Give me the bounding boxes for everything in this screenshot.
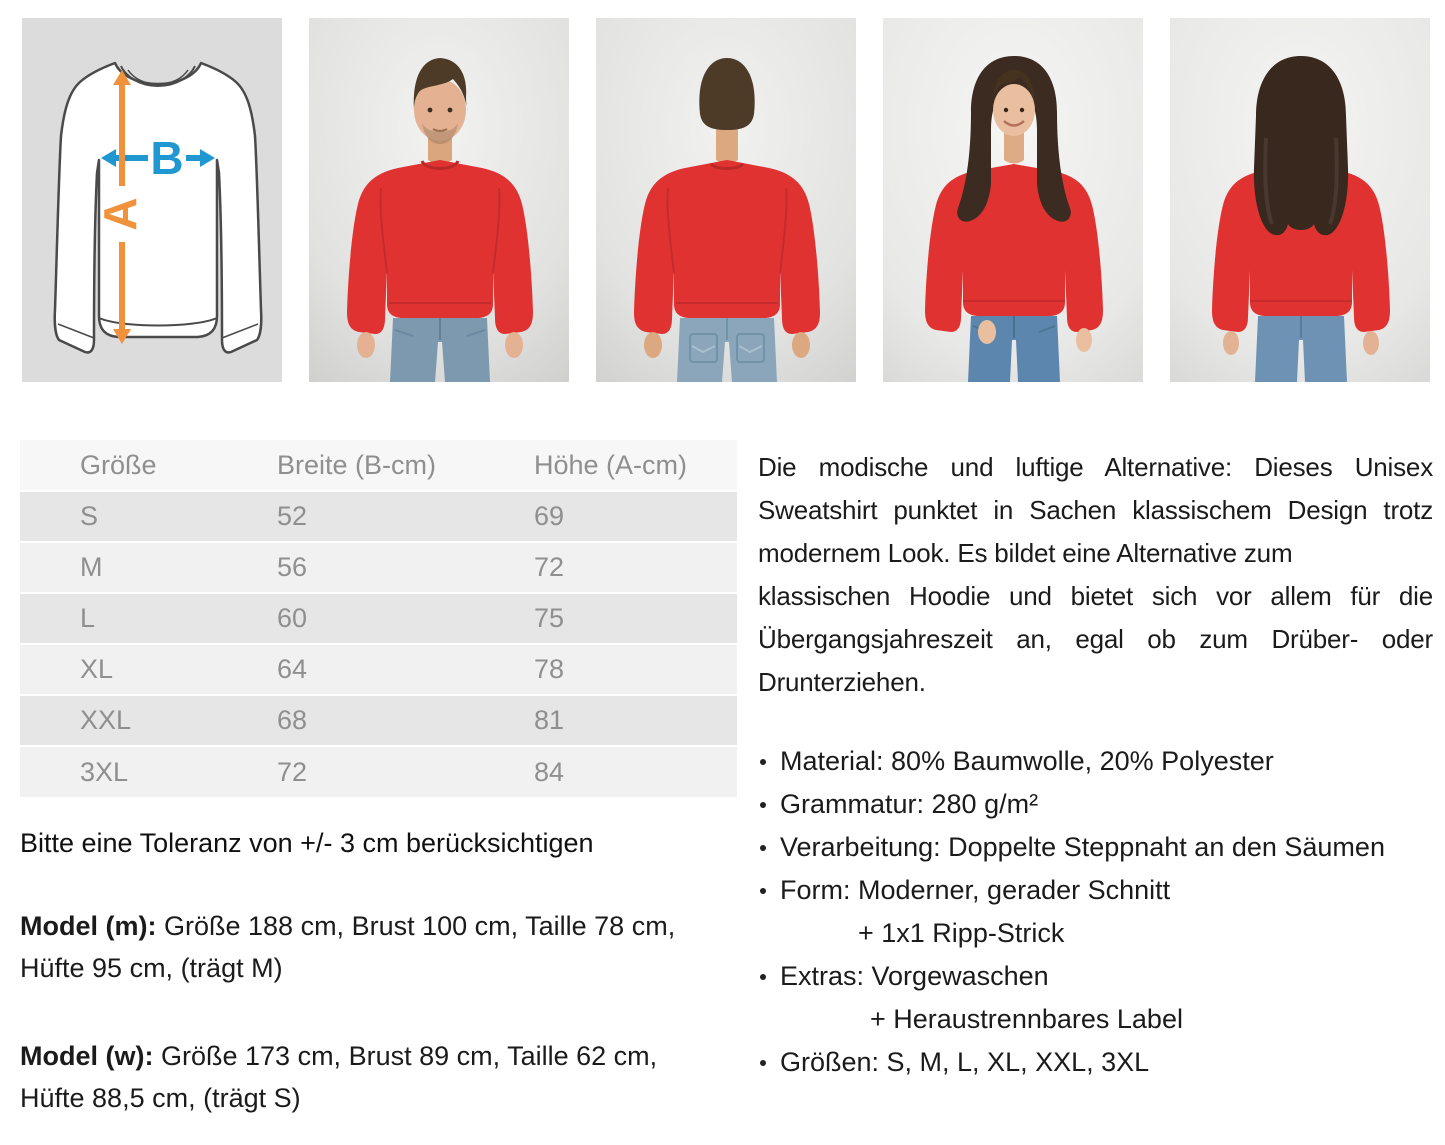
spec-item-grammatur bbox=[758, 783, 1433, 826]
cell-size: S bbox=[80, 501, 99, 531]
size-info-column bbox=[20, 440, 737, 1119]
spec-text: Extras: Vorgewaschen bbox=[780, 961, 1049, 991]
model-m-label: Model (m): bbox=[20, 911, 157, 941]
bullet-icon bbox=[760, 802, 766, 808]
description-line: Die modische und luftige Alternative: Dieses Unisex bbox=[758, 452, 1433, 482]
bullet-icon bbox=[760, 1060, 766, 1066]
female-front-photo bbox=[883, 18, 1143, 382]
col-header-width: Breite (B-cm) bbox=[277, 449, 437, 480]
description-paragraph bbox=[758, 446, 1433, 704]
table-row bbox=[20, 746, 737, 797]
male-back-photo bbox=[596, 18, 856, 382]
cell-size: 3XL bbox=[80, 756, 129, 787]
bullet-icon bbox=[760, 974, 766, 980]
cell-breite: 68 bbox=[277, 705, 308, 735]
cell-size: M bbox=[80, 552, 103, 582]
description-line: Übergangsjahreszeit an, egal ob zum Drüber- oder bbox=[758, 624, 1433, 654]
cell-size: XL bbox=[80, 654, 114, 684]
size-table bbox=[20, 440, 737, 797]
cell-size: L bbox=[80, 603, 96, 633]
description-line: Sweatshirt punktet in Sachen klassischem Design trotz bbox=[758, 495, 1433, 525]
col-header-height: Höhe (A-cm) bbox=[534, 449, 688, 480]
cell-breite: 64 bbox=[277, 654, 308, 684]
size-diagram bbox=[22, 18, 282, 382]
cell-hoehe: 75 bbox=[534, 603, 565, 633]
height-label: A bbox=[94, 197, 146, 231]
bullet-icon bbox=[760, 845, 766, 851]
model-w-note bbox=[20, 1035, 725, 1119]
table-row bbox=[20, 695, 737, 746]
col-header-size: Größe bbox=[80, 449, 157, 480]
spec-list bbox=[758, 740, 1433, 1084]
photo-female-front bbox=[883, 18, 1143, 382]
table-row bbox=[20, 542, 737, 593]
sweatshirt-measurement-graphic bbox=[22, 18, 282, 382]
description-line: klassischen Hoodie und bietet sich vor allem für die bbox=[758, 581, 1433, 611]
bullet-icon bbox=[760, 888, 766, 894]
spec-item-form-cont bbox=[758, 912, 1433, 955]
cell-hoehe: 72 bbox=[534, 552, 565, 582]
spec-item-extras bbox=[758, 955, 1433, 998]
spec-item-groessen bbox=[758, 1041, 1433, 1084]
spec-text: Größen: S, M, L, XL, XXL, 3XL bbox=[780, 1047, 1150, 1077]
cell-breite: 60 bbox=[277, 603, 308, 633]
spec-item-form bbox=[758, 869, 1433, 912]
table-row bbox=[20, 491, 737, 542]
spec-text: + Heraustrennbares Label bbox=[870, 1004, 1183, 1034]
photo-male-back bbox=[596, 18, 856, 382]
female-back-photo bbox=[1170, 18, 1430, 382]
spec-text: Verarbeitung: Doppelte Steppnaht an den Säumen bbox=[780, 832, 1385, 862]
spec-text: + 1x1 Ripp-Strick bbox=[858, 918, 1065, 948]
model-w-text: Größe 173 cm, Brust 89 cm, Taille 62 cm, Hüfte 88,5 cm, (trägt S) bbox=[20, 1041, 658, 1113]
model-m-text: Größe 188 cm, Brust 100 cm, Taille 78 cm, Hüfte 95 cm, (trägt M) bbox=[20, 911, 676, 983]
table-header-row bbox=[20, 440, 737, 491]
photo-male-front bbox=[309, 18, 569, 382]
model-w-label: Model (w): bbox=[20, 1041, 154, 1071]
spec-item-material bbox=[758, 740, 1433, 783]
spec-text: Material: 80% Baumwolle, 20% Polyester bbox=[780, 746, 1274, 776]
description-line: modernem Look. Es bildet eine Alternative zum bbox=[758, 538, 1293, 568]
width-label: B bbox=[150, 132, 184, 184]
photo-female-back bbox=[1170, 18, 1430, 382]
cell-breite: 72 bbox=[277, 756, 308, 787]
cell-hoehe: 81 bbox=[534, 705, 565, 735]
model-m-note bbox=[20, 905, 725, 989]
spec-text: Form: Moderner, gerader Schnitt bbox=[780, 875, 1171, 905]
spec-item-verarbeitung bbox=[758, 826, 1433, 869]
male-front-photo bbox=[309, 18, 569, 382]
table-row bbox=[20, 644, 737, 695]
tolerance-note: Bitte eine Toleranz von +/- 3 cm berücksichtigen bbox=[20, 828, 594, 858]
description-line: Drunterziehen. bbox=[758, 667, 926, 697]
product-image-row bbox=[22, 18, 1430, 382]
cell-breite: 52 bbox=[277, 501, 308, 531]
cell-hoehe: 84 bbox=[534, 756, 565, 787]
sweatshirt-outline bbox=[55, 63, 262, 352]
product-description-column bbox=[758, 446, 1433, 1084]
table-row bbox=[20, 593, 737, 644]
cell-size: XXL bbox=[80, 705, 132, 735]
spec-text: Grammatur: 280 g/m² bbox=[780, 789, 1039, 819]
cell-hoehe: 78 bbox=[534, 654, 565, 684]
cell-breite: 56 bbox=[277, 552, 308, 582]
bullet-icon bbox=[760, 759, 766, 765]
spec-item-extras-cont bbox=[758, 998, 1433, 1041]
cell-hoehe: 69 bbox=[534, 501, 565, 531]
